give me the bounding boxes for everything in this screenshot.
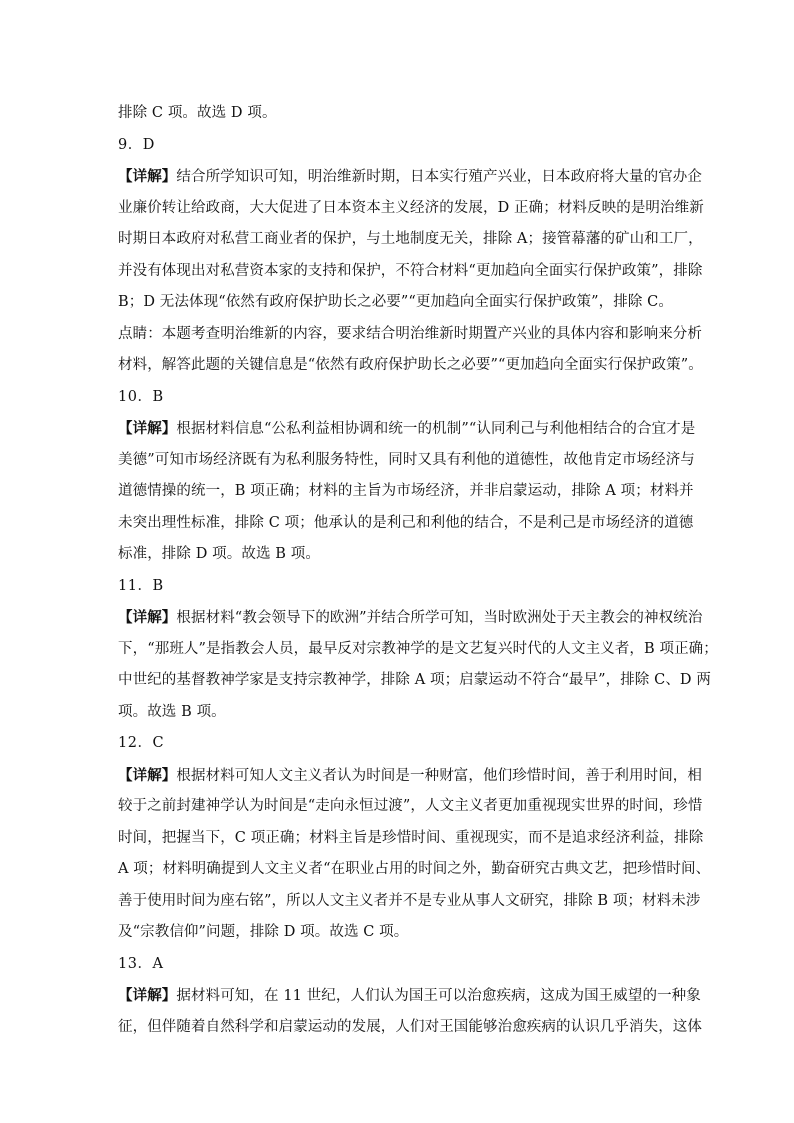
line-text: 13．A: [118, 955, 164, 972]
text-line: [118, 917, 680, 949]
line-text: 美德”可知市场经济既有为私利服务特性，同时又具有利他的道德性，故他肯定市场经济与: [118, 451, 695, 468]
document-page: [118, 98, 718, 1043]
line-text: 10．B: [118, 388, 164, 405]
text-line: [118, 760, 703, 792]
text-line: [118, 697, 680, 729]
text-line: [118, 823, 704, 855]
detail-tag: 【详解】: [118, 168, 177, 185]
line-text: 根据材料“教会领导下的欧洲”并结合所学可知，当时欧洲处于天主教会的神权统治: [176, 610, 703, 626]
text-line: [118, 665, 711, 697]
line-text: 并没有体现出对私营资本家的支持和保护，不符合材料“更加趋向全面实行保护政策”，排除: [118, 262, 703, 279]
detail-tag: 【详解】: [118, 609, 177, 626]
text-line: [118, 854, 711, 886]
line-text: 点睛：本题考查明治维新的内容，要求结合明治维新时期置产兴业的具体内容和影响来分析: [118, 325, 702, 342]
line-text: 根据材料可知人文主义者认为时间是一种财富，他们珍惜时间，善于利用时间，相: [176, 767, 703, 784]
question-number: [118, 728, 680, 760]
question-number: [118, 130, 680, 162]
text-line: [118, 634, 718, 666]
line-text: 排除 C 项。故选 D 项。: [118, 105, 277, 121]
line-text: 时间，把握当下，C 项正确；材料主旨是珍惜时间、重视现实，而不是追求经济利益，排除: [118, 829, 704, 846]
text-line: [118, 350, 703, 382]
line-text: 11．B: [118, 577, 164, 594]
question-number: [118, 949, 680, 981]
line-text: 标准，排除 D 项。故选 B 项。: [118, 546, 320, 562]
line-text: B；D 无法体现“依然有政府保护助长之必要”“更加趋向全面实行保护政策”，排除 C。: [118, 294, 673, 310]
line-text: 时期日本政府对私营工商业者的保护，与土地制度无关，排除 A；接管幕藩的矿山和工厂，: [118, 231, 703, 247]
text-line: [118, 413, 696, 445]
detail-tag: 【详解】: [118, 420, 177, 437]
text-line: [118, 508, 694, 540]
text-line: [118, 539, 680, 571]
text-line: [118, 256, 703, 288]
line-text: 据材料可知，在 11 世纪，人们认为国王可以治愈疾病，这成为国王威望的一种象: [176, 988, 701, 1004]
line-text: 结合所学知识可知，明治维新时期，日本实行殖产兴业，日本政府将大量的官办企: [176, 169, 703, 185]
line-text: 及“宗教信仰”问题，排除 D 项。故选 C 项。: [118, 924, 409, 940]
detail-tag: 【详解】: [118, 766, 177, 784]
detail-tag: 【详解】: [118, 987, 177, 1004]
text-line: [118, 98, 680, 130]
text-line: [118, 161, 703, 193]
text-line: [118, 287, 680, 319]
line-text: 9．D: [118, 136, 155, 153]
line-text: 较于之前封建神学认为时间是“走向永恒过渡”，人文主义者更加重视现实世界的时间，珍惜: [118, 798, 703, 814]
text-line: [118, 980, 701, 1012]
line-text: 未突出理性标准，排除 C 项；他承认的是利己和利他的结合，不是利己是市场经济的道德: [118, 514, 694, 531]
line-text: 征，但伴随着自然科学和启蒙运动的发展，人们对王国能够治愈疾病的认识几乎消失，这体: [118, 1018, 702, 1035]
line-text: 下，“那班人”是指教会人员，最早反对宗教神学的是文艺复兴时代的人文主义者，B 项正确；: [118, 640, 718, 657]
line-text: 业廉价转让给政商，大大促进了日本资本主义经济的发展，D 正确；材料反映的是明治维新: [118, 199, 704, 216]
question-number: [118, 382, 680, 414]
text-line: [118, 476, 694, 508]
text-line: [118, 791, 703, 823]
text-line: [118, 193, 704, 225]
line-text: A 项；材料明确提到人文主义者“在职业占用的时间之外，勤奋研究古典文艺，把珍惜时间、: [118, 861, 711, 877]
line-text: 12．C: [118, 735, 165, 751]
line-text: 中世纪的基督教神学家是支持宗教神学，排除 A 项；启蒙运动不符合“最早”，排除 C、D 两: [118, 672, 711, 688]
line-text: 善于使用时间为座右铭”，所以人文主义者并不是专业从事人文研究，排除 B 项；材料未涉: [118, 892, 701, 909]
line-text: 项。故选 B 项。: [118, 703, 226, 720]
line-text: 道德情操的统一，B 项正确；材料的主旨为市场经济，并非启蒙运动，排除 A 项；材料并: [118, 483, 694, 499]
text-line: [118, 886, 701, 918]
text-line: [118, 602, 703, 634]
text-line: [118, 319, 702, 351]
question-number: [118, 571, 680, 603]
text-line: [118, 445, 695, 477]
text-line: [118, 1012, 702, 1044]
line-text: 材料，解答此题的关键信息是“依然有政府保护助长之必要”“更加趋向全面实行保护政策”。: [118, 357, 703, 373]
line-text: 根据材料信息“公私利益相协调和统一的机制”“认同利己与利他相结合的合宜才是: [176, 421, 696, 437]
text-line: [118, 224, 703, 256]
